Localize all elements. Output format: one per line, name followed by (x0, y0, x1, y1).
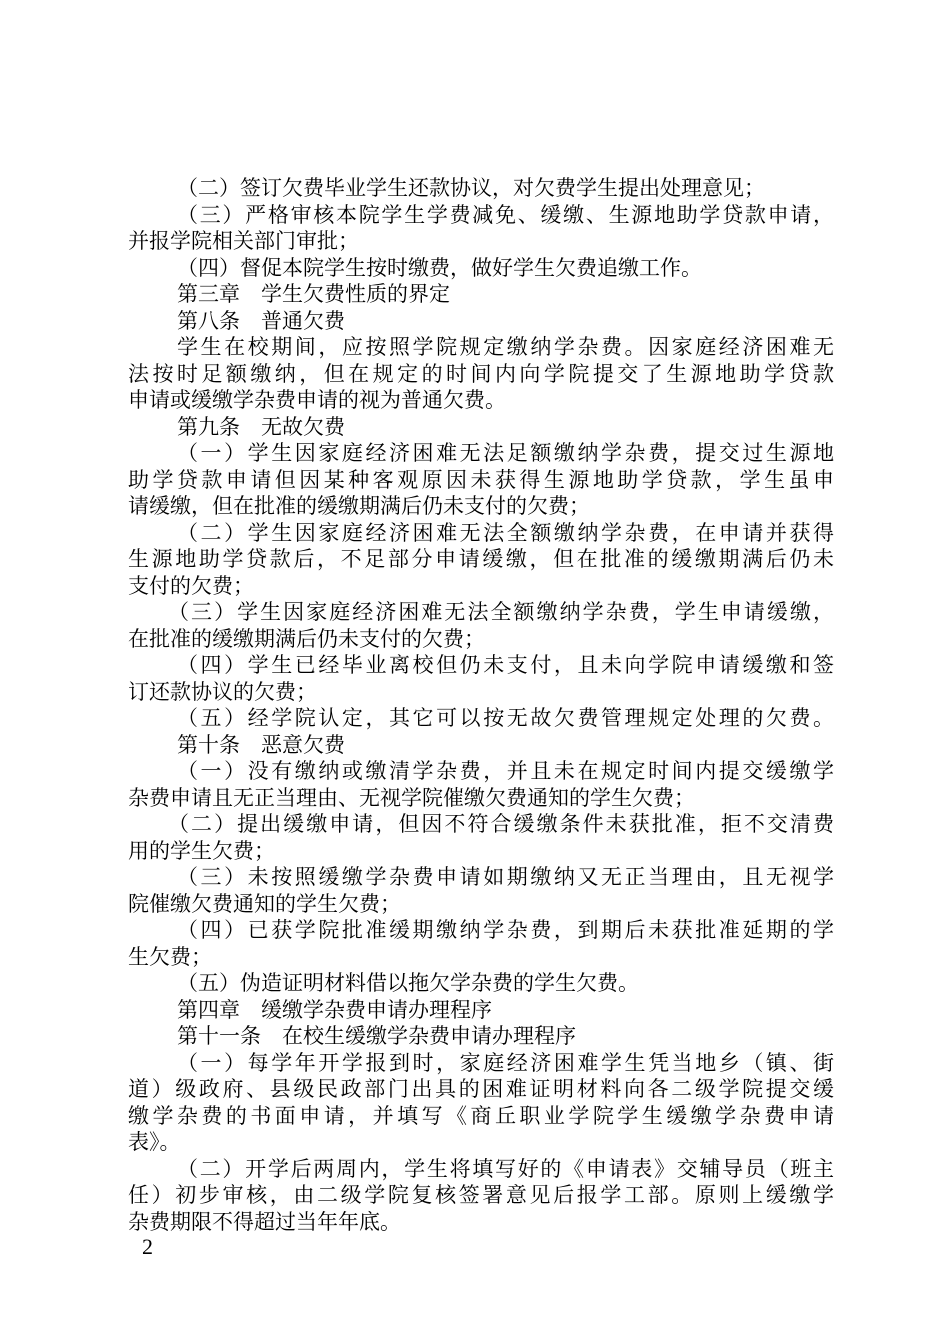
text-line: （四）已获学院批准缓期缴纳学杂费，到期后未获批准延期的学 (177, 918, 834, 942)
text-line: 任）初步审核，由二级学院复核签署意见后报学工部。原则上缓缴学 (128, 1183, 834, 1207)
text-line: （四）督促本院学生按时缴费，做好学生欠费追缴工作。 (177, 255, 702, 280)
text-line: （四）学生已经毕业离校但仍未支付，且未向学院申请缓缴和签 (177, 653, 834, 677)
document-body (128, 175, 834, 1235)
text-line: 学生在校期间，应按照学院规定缴纳学杂费。因家庭经济困难无 (177, 335, 834, 359)
text-line: 杂费期限不得超过当年年底。 (128, 1209, 401, 1234)
text-line: 第十一条 在校生缓缴学杂费申请办理程序 (177, 1024, 576, 1048)
text-line: （三）未按照缓缴学杂费申请如期缴纳又无正当理由，且无视学 (177, 865, 834, 889)
text-line: （三）学生因家庭经济困难无法全额缴纳学杂费，学生申请缓缴， (168, 600, 834, 624)
text-line: （一）没有缴纳或缴清学杂费，并且未在规定时间内提交缓缴学 (177, 759, 834, 783)
text-line: 用的学生欠费； (128, 838, 275, 863)
text-line: （一）每学年开学报到时，家庭经济困难学生凭当地乡（镇、街 (177, 1050, 834, 1075)
text-line: （三）严格审核本院学生学费减免、缓缴、生源地助学贷款申请， (177, 202, 834, 227)
text-line: 第十条 恶意欠费 (177, 732, 345, 757)
text-line: （二）学生因家庭经济困难无法全额缴纳学杂费，在申请并获得 (177, 520, 834, 545)
text-line: 道）级政府、县级民政部门出具的困难证明材料向各二级学院提交缓 (128, 1077, 834, 1101)
text-line: （一）学生因家庭经济困难无法足额缴纳学杂费，提交过生源地 (177, 441, 834, 465)
text-line: 生欠费； (128, 944, 212, 969)
text-line: （五）伪造证明材料借以拖欠学杂费的学生欠费。 (177, 971, 639, 995)
text-line: （五）经学院认定，其它可以按无故欠费管理规定处理的欠费。 (177, 706, 834, 730)
text-line: 杂费申请且无正当理由、无视学院催缴欠费通知的学生欠费； (128, 785, 695, 810)
text-line: （二）开学后两周内，学生将填写好的《申请表》交辅导员（班主 (177, 1156, 834, 1181)
text-line: （二）提出缓缴申请，但因不符合缓缴条件未获批准，拒不交清费 (168, 812, 834, 836)
text-line: 申请或缓缴学杂费申请的视为普通欠费。 (128, 388, 506, 412)
text-line: 助学贷款申请但因某种客观原因未获得生源地助学贷款，学生虽申 (128, 467, 834, 492)
text-line: 生源地助学贷款后，不足部分申请缓缴，但在批准的缓缴期满后仍未 (128, 547, 834, 571)
page-number: 2 (142, 1234, 153, 1259)
text-line: 订还款协议的欠费； (128, 679, 317, 704)
text-line: 第八条 普通欠费 (177, 308, 345, 333)
text-line: 院催缴欠费通知的学生欠费； (128, 891, 401, 916)
text-line: 第三章 学生欠费性质的界定 (177, 282, 450, 306)
text-line: 第四章 缓缴学杂费申请办理程序 (177, 997, 492, 1022)
text-line: （二）签订欠费毕业学生还款协议，对欠费学生提出处理意见； (177, 176, 765, 200)
text-line: 在批准的缓缴期满后仍未支付的欠费； (128, 626, 485, 651)
text-line: 请缓缴，但在批准的缓缴期满后仍未支付的欠费； (128, 494, 590, 518)
text-line: 第九条 无故欠费 (177, 414, 345, 439)
text-line: 并报学院相关部门审批； (128, 229, 359, 253)
text-line: 缴学杂费的书面申请，并填写《商丘职业学院学生缓缴学杂费申请 (128, 1103, 834, 1128)
text-line: 法按时足额缴纳，但在规定的时间内向学院提交了生源地助学贷款 (128, 361, 834, 386)
text-line: 表》。 (128, 1130, 181, 1154)
text-line: 支付的欠费； (128, 573, 254, 598)
